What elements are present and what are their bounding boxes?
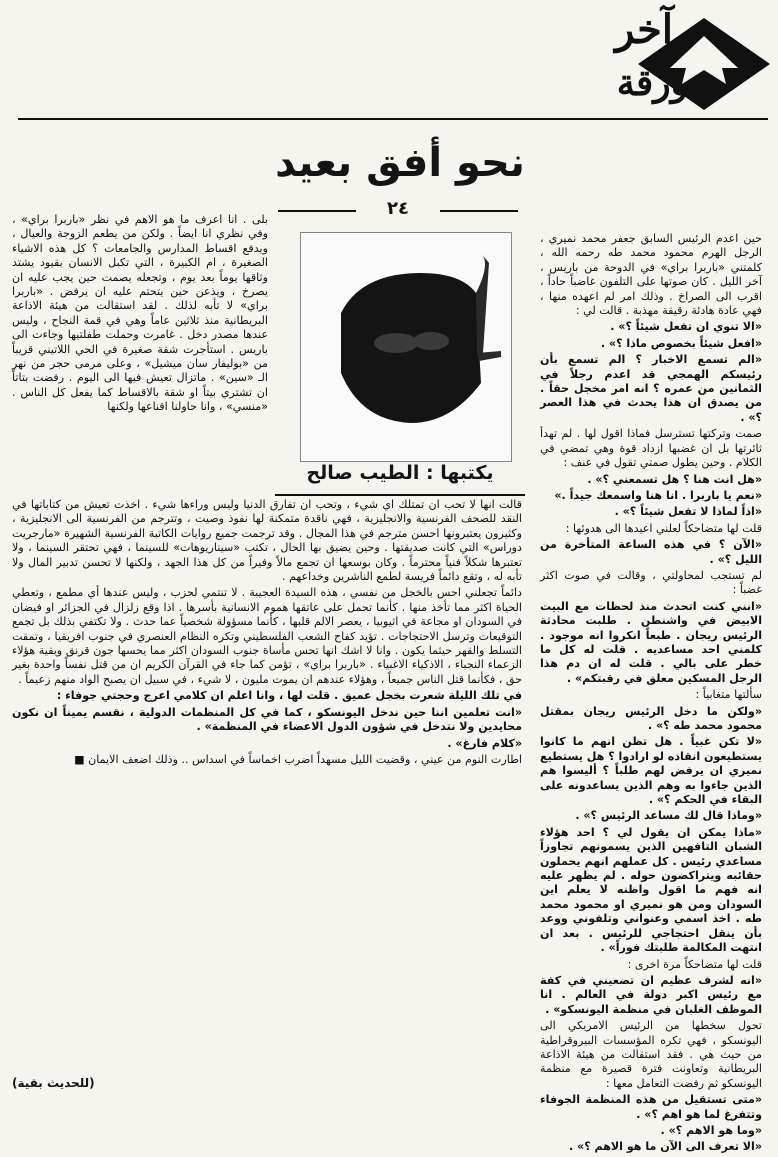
- dialogue-line: «لا تكن غبياً . هل تظن انهم ما كانوا يستطيعون انقاذه لو ارادوا ؟ هل يستطيع نميري ان يرفض لهم طلباً ؟ أليسوا هم الذين جاءوا به وهم الذين يساعدونه على البقاء في الحكم ؟» .: [540, 735, 762, 807]
- paragraph: في تلك الليلة شعرت بخجل عميق . قلت لها ، وانا اعلم ان كلامي اعرج وحجتي جوفاء :: [56, 689, 522, 703]
- paragraph: دائماً تجعلني احس بالخجل من نفسي ، هذه السيدة العجيبة . لا تنتمي لحزب ، وليس عندها أي مطمع ، وتعطي الحياة اكثر مما تأخذ منها . كأنما تحمل على عاتقها هموم الانسانية بأسرها . اذا وقع زلزال في الجزائر او فيضان في السودان او مجاعة في اثيوبيا ، يعصر الالم قلبها ، كأنما مسؤولة شخصياً عما حدث . ولا تكتفي بذلك بل تجمع التوقيعات وترسل الاحتجاجات . تؤيد كفاح الشعب الفلسطيني وتكره النظام العنصري في جنوب افريقيا ، وتمقت التسلط والقهر حيثما يكون . وانا لا اشك انها تحس مأساة جنوب السودان اكثر مما يحسها جون قرنق وبقية هؤلاء الزعماء النجباء ، الاذكياء الاغبياء . «باربرا براي» ، تؤمن كما جاء في القرآن الكريم ان من قتل نفساً واحدة بغير حق ، فكأنما قتل الناس جميعاً ، وهؤلاء عندهم ان يموت مليون ، لا شيء ، في سبيل ان يصبح الواد منهم زعيماً .: [12, 586, 522, 686]
- paragraph: تحول سخطها من الرئيس الامريكي الى اليونسكو ، فهي تكره المؤسسات البيروقراطية من حيث هي . فقد استقالت من هيئة الاذاعة البريطانية وتعاونت فترة قصيرة مع منظمة اليونسكو ثم رفضت التعامل معها :: [540, 1019, 762, 1090]
- section-title-word1: آخر: [615, 6, 673, 53]
- byline: يكتبها : الطيب صالح: [306, 462, 494, 484]
- left-column-top: [12, 213, 268, 417]
- right-column: [540, 232, 762, 1157]
- section-title-word2: ورقة: [616, 62, 688, 104]
- paragraph: لم تستجب لمحاولتي ، وقالت في صوت اكثر غضباً :: [540, 568, 762, 597]
- dialogue-line: «وماذا قال لك مساعد الرئيس ؟» .: [575, 809, 762, 823]
- paragraph: حين اعدم الرئيس السابق جعفر محمد نميري ، الرجل الهرم محمود محمد طه رحمه الله ، كلمتني «باربرا براي» في الدوحة من باريس ، آخر الليل . كان صوتها على التلفون غاضباً حاداً ، اقرب الى الصراخ . وذلك امر لم اعهده منها ، فهي عادة هادئة رقيقة مهذبة . قالت لي :: [540, 232, 762, 318]
- header-rule: [18, 118, 768, 120]
- paragraph: بلى . انا اعرف ما هو الاهم في نظر «باربرا براي» ، وفي نظري انا ايضاً . ولكن من يطعم الزوجة والعيال ، ويدفع اقساط المدارس والجامعات ؟ كل هذه الاشياء الصغيرة ، ام الكبيرة ، التي تكبل الانسان بقيود يشتد وثاقها يوماً بعد يوم ، وتجعله يصمت حين يجب عليه ان يصرخ ، ويذعن حين يتحتم عليه ان يرفض . «باربرا براي» لا تأبه لذلك . لقد استقالت من هيئة الاذاعة البريطانية منذ ثلاثين عاماً وهي في قمة النجاح ، وليس عندها مصدر دخل . غامرت وحملت طفلتيها وجاءت الى باريس . استأجرت شقة صغيرة في الحي اللاتيني قريباً من «بوليفار سان ميشيل» ، وعلى مرمى حجر من نهر الـ «سين» . ماتزال تعيش فيها الى اليوم . رفضت بتاتاً ان تشتري بيتاً او شقة بالاقساط كما يفعل كل الناس . «منسي» ، وانا حاولنا اقناعها ولكنها: [12, 213, 268, 414]
- dialogue-line: «متى تستقيل من هذه المنظمة الجوفاء وتتفرغ لما هو اهم ؟» .: [540, 1093, 762, 1121]
- dialogue-line: «وما هو الاهم ؟» .: [660, 1123, 762, 1137]
- author-portrait: [300, 232, 512, 462]
- paragraph: صمت وتركتها تسترسل فماذا اقول لها . لم تهدأ ثائرتها بل ان غضبها ازداد قوة وهي تمضي في الكلام . وحين يطول صمتي تقول في عنف :: [540, 427, 762, 470]
- dialogue-line: «انني كنت اتحدث منذ لحظات مع البيت الابيض في واشنطن . طلبت محادثة الرئيس ريجان . طبعاً انكروا انه موجود . كلمني احد مساعديه . قلت له كل ما خطر على بالي . قلت له ان دم هذا الرجل المسكين معلق في رقبتكم» .: [540, 599, 762, 685]
- dialogue-line: «ماذا يمكن ان يقول لي ؟ احد هؤلاء الشبان التافهين الذين يسمونهم تجاوزاً مساعدي رئيس . كل عملهم انهم يحملون حقائبه ويتراكضون حوله . لم يظهر عليه انه فهم ما اقول واظنه لا يعلم اين السودان ومن هو نميري او محمود محمد طه . اخذ اسمي وعنواني وتلفوني ووعد بأن ينقل احتجاجي للرئيس . بعد ان انتهت المكالمة طلبتك فوراً» .: [540, 825, 762, 955]
- byline-rule: [275, 494, 525, 496]
- dialogue-line: «ولكن ما دخل الرئيس ريجان بمقتل محمود محمد طه ؟» .: [540, 704, 762, 732]
- dialogue-line: «اذاً لماذا لا تفعل شيئاً ؟» .: [614, 505, 762, 519]
- paragraph: قلت لها متضاحكاً لعلني اعيدها الى هدوئها :: [565, 521, 762, 535]
- continued-note: (للحديث بقية): [12, 1076, 95, 1090]
- lower-block: [12, 498, 522, 769]
- dialogue-line: «انه لشرف عظيم ان تضعيني في كفة مع رئيس اكبر دولة في العالم . انا الموظف الغلبان في منظمة اليونسكو» .: [540, 973, 762, 1016]
- dialogue-line: «افعل شيئاً بخصوص ماذا ؟» .: [600, 336, 762, 350]
- dialogue-line: «كلام فارغ» .: [447, 736, 522, 750]
- paragraph: سألتها متغابياً :: [695, 688, 762, 702]
- dialogue-line: «انت تعلمين اننا حين ندخل اليونسكو ، كما في كل المنظمات الدولية ، نقسم يميناً ان نكون محايدين ولا نتدخل في شؤون الدول الاعضاء في المنظمة» .: [12, 705, 522, 734]
- dialogue-line: «نعم يا باربرا . انا هنا واسمعك جيداً .»: [554, 488, 762, 502]
- dialogue-line: «الم تسمع الاخبار ؟ الم تسمع بأن رئيسكم الهمجي قد اعدم رجلاً في الثمانين من عمره ؟ انه امر مخجل حقاً . من يصدق ان هذا يحدث في هذا العصر ؟» .: [540, 353, 762, 424]
- dialogue-line: «هل انت هنا ؟ هل تسمعني ؟» .: [587, 472, 762, 486]
- paragraph: اطارت النوم من عيني ، وقضيت الليل مسهداً اضرب اخماساً في اسداس .. وذلك اضعف الايمان ■: [74, 752, 522, 766]
- dialogue-line: «الا تنوي ان تفعل شيئاً ؟» .: [610, 320, 762, 334]
- issue-rule-right: [440, 210, 518, 212]
- article-headline: نحو أفق بعيد: [275, 140, 525, 186]
- paragraph: قالت انها لا تحب ان تمتلك اي شيء ، وتحب ان تفارق الدنيا وليس وراءها شيء . اخذت تعيش من كتاباتها في النقد للصحف الفرنسية والانجليزية ، فهي ناقدة متمكنة لها نفوذ وصيت ، وتترجم من الفرنسية الى الانجليزية ، وكثيرون يعتبرونها احسن مترجم في هذا المجال . وقد ترجمت جميع روايات الكاتبة الفرنسية الشهيرة «مارجريت دوراس» التي كانت صديقتها . وحين يضيق بها الحال ، تكتب «سيناريوهات» للسينما ، فهي تحتقر السينما ، ولا تعتبرها شكلاً فنياً محترماً . وكان بوسعها ان تجمع مالاً وفيراً من كل هذا الجهد ، ولكنها لا تحسن تدبير المال ولا تأبه له ، وتقع دائماً فريسة لطمع الناشرين وخداعهم .: [12, 498, 522, 584]
- dialogue-line: «الآن ؟ في هذه الساعة المتأخرة من الليل ؟» .: [540, 538, 762, 566]
- dialogue-line: «الا تعرف الى الآن ما هو الاهم ؟» .: [568, 1140, 762, 1154]
- paragraph: قلت لها متضاحكاً مرة اخرى :: [627, 957, 762, 971]
- issue-number: ٢٤: [387, 198, 409, 219]
